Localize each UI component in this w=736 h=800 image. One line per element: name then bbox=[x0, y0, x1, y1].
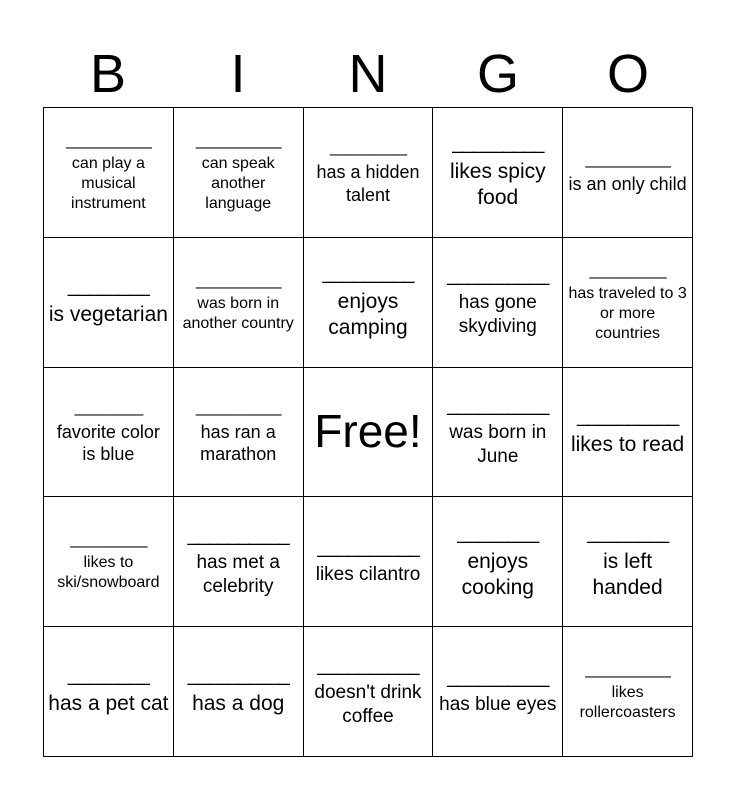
bingo-cell[interactable] bbox=[563, 238, 693, 368]
cell-prompt: has a dog bbox=[192, 692, 285, 716]
name-blank-line: _________ bbox=[452, 132, 544, 155]
name-blank-line: ________ bbox=[67, 275, 149, 298]
cell-prompt: likes to ski/snowboard bbox=[57, 554, 160, 592]
cell-prompt: enjoys camping bbox=[328, 289, 408, 340]
bingo-cell[interactable] bbox=[304, 238, 434, 368]
name-blank-line: ________ bbox=[457, 521, 539, 544]
name-blank-line: __________ bbox=[317, 535, 419, 558]
free-space[interactable] bbox=[304, 368, 434, 498]
cell-prompt: has met a celebrity bbox=[196, 552, 280, 597]
bingo-cell[interactable] bbox=[433, 497, 563, 627]
free-space-label: Free! bbox=[314, 405, 422, 458]
bingo-cell[interactable] bbox=[304, 497, 434, 627]
name-blank-line: ________ bbox=[587, 521, 669, 544]
cell-prompt: has ran a marathon bbox=[200, 421, 277, 465]
header-letter-i: I bbox=[230, 44, 246, 104]
bingo-cell[interactable] bbox=[44, 238, 174, 368]
name-blank-line: __________ bbox=[447, 264, 549, 287]
name-blank-line: __________ bbox=[195, 129, 281, 149]
name-blank-line: _________ bbox=[589, 259, 666, 279]
name-blank-line: __________ bbox=[576, 404, 679, 427]
bingo-cell[interactable] bbox=[174, 368, 304, 498]
bingo-cell[interactable] bbox=[174, 238, 304, 368]
cell-prompt: has a pet cat bbox=[48, 692, 169, 716]
cell-prompt: doesn't drink coffee bbox=[314, 681, 422, 727]
cell-prompt: has a hidden talent bbox=[316, 162, 420, 205]
bingo-cell[interactable] bbox=[174, 497, 304, 627]
header-letter-n: N bbox=[348, 44, 388, 104]
bingo-cell[interactable] bbox=[44, 368, 174, 498]
cell-prompt: was born in another country bbox=[182, 294, 294, 332]
name-blank-line: __________ bbox=[585, 659, 670, 679]
name-blank-line: __________ bbox=[317, 653, 419, 676]
bingo-cell[interactable] bbox=[44, 108, 174, 238]
bingo-cell[interactable] bbox=[563, 627, 693, 757]
cell-prompt: has gone skydiving bbox=[458, 292, 537, 338]
header-letter-g: G bbox=[476, 44, 519, 104]
name-blank-line: __________ bbox=[187, 524, 289, 547]
bingo-cell[interactable] bbox=[433, 108, 563, 238]
cell-prompt: likes rollercoasters bbox=[579, 684, 676, 722]
name-blank-line: __________ bbox=[187, 664, 289, 687]
bingo-cell[interactable] bbox=[433, 238, 563, 368]
name-blank-line: _________ bbox=[329, 137, 407, 157]
bingo-cell[interactable] bbox=[433, 627, 563, 757]
cell-prompt: is left handed bbox=[592, 549, 663, 599]
cell-prompt: is an only child bbox=[568, 173, 687, 194]
bingo-cell[interactable] bbox=[563, 497, 693, 627]
header-letter-o: O bbox=[606, 44, 649, 104]
bingo-grid bbox=[43, 107, 693, 757]
cell-prompt: can play a musical instrument bbox=[71, 154, 146, 212]
bingo-header bbox=[43, 44, 693, 104]
cell-prompt: likes spicy food bbox=[449, 160, 546, 210]
name-blank-line: __________ bbox=[195, 269, 281, 289]
bingo-cell[interactable] bbox=[563, 108, 693, 238]
bingo-cell[interactable] bbox=[174, 627, 304, 757]
bingo-cell[interactable] bbox=[433, 368, 563, 498]
cell-prompt: likes to read bbox=[570, 432, 685, 456]
cell-prompt: likes cilantro bbox=[315, 563, 421, 585]
cell-prompt: favorite color is blue bbox=[56, 421, 160, 465]
name-blank-line: ________ bbox=[74, 396, 143, 416]
header-letter-b: B bbox=[89, 44, 127, 104]
name-blank-line: __________ bbox=[585, 148, 670, 168]
cell-prompt: was born in June bbox=[449, 422, 547, 467]
cell-prompt: enjoys cooking bbox=[461, 549, 534, 599]
name-blank-line: __________ bbox=[447, 394, 549, 417]
cell-prompt: can speak another language bbox=[201, 154, 275, 212]
bingo-cell[interactable] bbox=[304, 108, 434, 238]
name-blank-line: __________ bbox=[447, 665, 549, 688]
bingo-cell[interactable] bbox=[44, 627, 174, 757]
name-blank-line: __________ bbox=[66, 129, 151, 149]
name-blank-line: __________ bbox=[195, 396, 281, 416]
name-blank-line: ________ bbox=[67, 664, 149, 687]
cell-prompt: has blue eyes bbox=[439, 693, 557, 715]
cell-prompt: has traveled to 3 or more countries bbox=[568, 284, 687, 342]
name-blank-line: _________ bbox=[322, 261, 414, 284]
name-blank-line: _________ bbox=[70, 529, 147, 549]
bingo-cell[interactable] bbox=[174, 108, 304, 238]
bingo-cell[interactable] bbox=[304, 627, 434, 757]
bingo-cell[interactable] bbox=[563, 368, 693, 498]
bingo-cell[interactable] bbox=[44, 497, 174, 627]
cell-prompt: is vegetarian bbox=[48, 303, 168, 327]
